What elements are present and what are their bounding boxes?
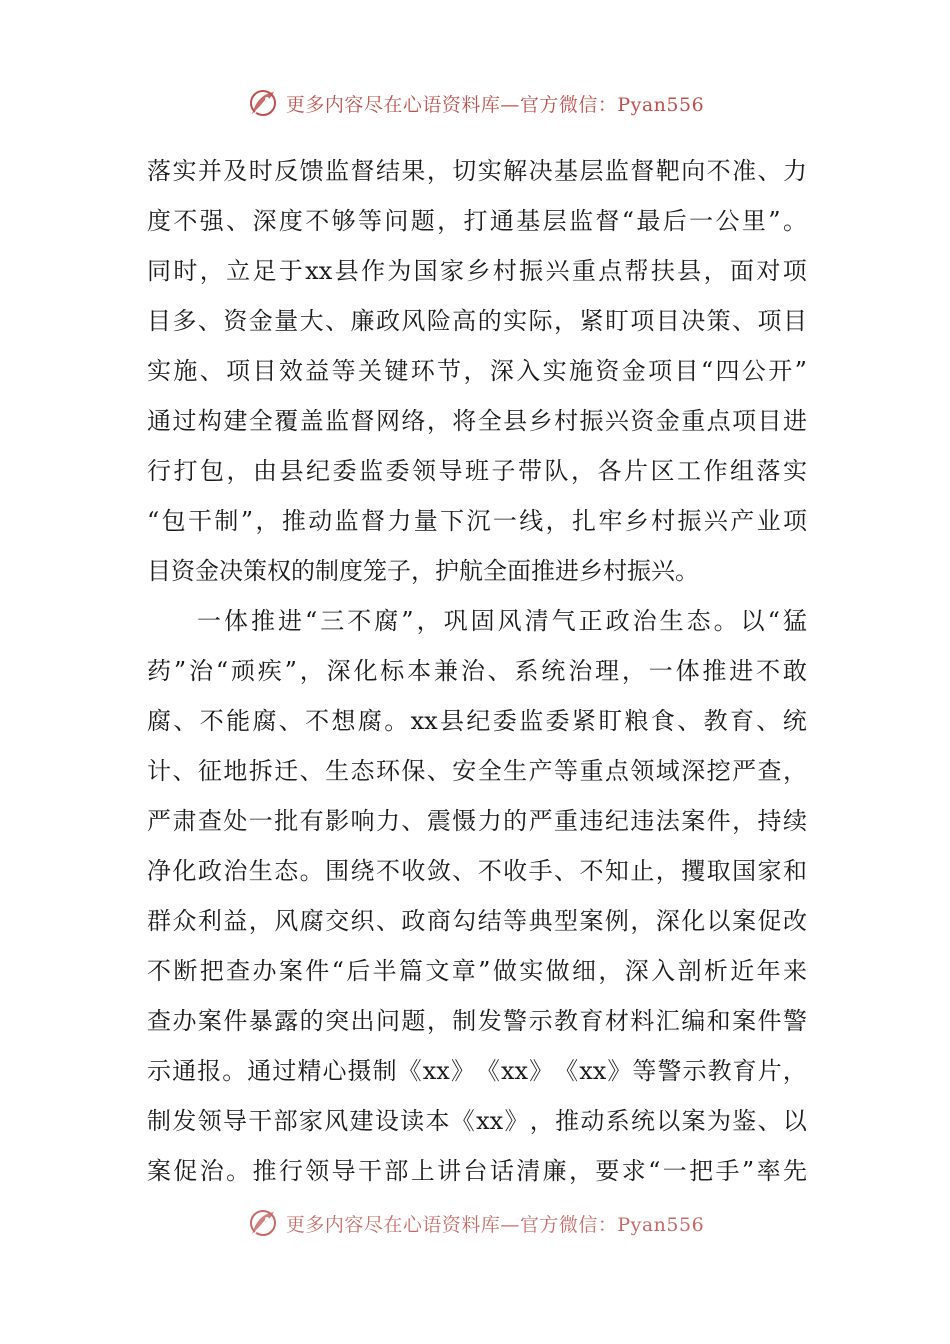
pen-nib-logo-icon: [246, 1206, 280, 1237]
text-line: 落 实 并 及 时 反 馈 监 督 结 果 ， 切 实 解 决 基 层 监 督 靶 向 不 准 、 力: [147, 157, 807, 185]
text-line: 严 肃 查 处 一 批 有 影 响 力 、 震 慑 力 的 严 重 违 纪 违 法 案 件 ， 持 续: [147, 807, 807, 835]
text-line: 净 化 政 治 生 态 。 围 绕 不 收 敛 、 不 收 手 、 不 知 止 ， 攫 取 国 家 和: [147, 857, 807, 885]
text-line: 查 办 案 件 暴 露 的 突 出 问 题 ， 制 发 警 示 教 育 材 料 汇 编 和 案 件 警: [147, 1007, 807, 1035]
text-line: 群 众 利 益 ， 风 腐 交 织 、 政 商 勾 结 等 典 型 案 例 ， 深 化 以 案 促 改: [147, 907, 807, 935]
text-line: 腐 、 不 能 腐 、 不 想 腐 。 xx 县 纪 委 监 委 紧 盯 粮 食 、 教 育 、 统: [147, 707, 807, 735]
text-line: 示 通 报 。 通 过 精 心 摄 制 《 xx 》 《 xx 》 《 xx 》 等 警 示 教 育 片 ，: [147, 1057, 807, 1085]
pen-nib-logo-icon: [246, 86, 280, 120]
header-banner-inner: [246, 86, 704, 120]
footer-banner: [0, 1201, 950, 1237]
text-line: 药 ” 治 “ 顽 疾 ” ， 深 化 标 本 兼 治 、 系 统 治 理 ， 一 体 推 进 不 敢: [147, 657, 807, 685]
paragraph-first-line: 一 体 推 进 “ 三 不 腐 ” ， 巩 固 风 清 气 正 政 治 生 态 。 以 “ 猛: [197, 607, 807, 635]
footer-banner-inner: [246, 1206, 704, 1237]
text-line: 案 促 治 。 推 行 领 导 干 部 上 讲 台 话 清 廉 ， 要 求 “ 一 把 手 ” 率 先: [147, 1157, 807, 1185]
text-line: 通 过 构 建 全 覆 盖 监 督 网 络 ， 将 全 县 乡 村 振 兴 资 金 重 点 项 目 进: [147, 407, 807, 435]
document-body: [147, 146, 807, 1196]
text-line: 制 发 领 导 干 部 家 风 建 设 读 本 《 xx 》 ， 推 动 系 统 以 案 为 鉴 、 以: [147, 1107, 807, 1135]
footer-banner-text: 更多内容尽在心语资料库—官方微信：Pyan556: [285, 1213, 705, 1236]
text-line: “ 包 干 制 ” ， 推 动 监 督 力 量 下 沉 一 线 ， 扎 牢 乡 村 振 兴 产 业 项: [147, 507, 807, 535]
text-line: 目 多 、 资 金 量 大 、 廉 政 风 险 高 的 实 际 ， 紧 盯 项 目 决 策 、 项 目: [147, 307, 807, 335]
text-line: 目资金决策权的制度笼子，护航全面推进乡村振兴。: [147, 557, 699, 585]
text-line: 计 、 征 地 拆 迁 、 生 态 环 保 、 安 全 生 产 等 重 点 领 域 深 挖 严 查 ，: [147, 757, 807, 785]
header-banner: [0, 83, 950, 123]
text-line: 度 不 强 、 深 度 不 够 等 问 题 ， 打 通 基 层 监 督 “ 最 后 一 公 里 ” 。: [147, 207, 807, 235]
text-line: 同 时 ， 立 足 于 xx 县 作 为 国 家 乡 村 振 兴 重 点 帮 扶 县 ， 面 对 项: [147, 257, 807, 285]
text-line: 实 施 、 项 目 效 益 等 关 键 环 节 ， 深 入 实 施 资 金 项 目 “ 四 公 开 ”: [147, 357, 807, 385]
text-line: 不 断 把 查 办 案 件 “ 后 半 篇 文 章 ” 做 实 做 细 ， 深 入 剖 析 近 年 来: [147, 957, 807, 985]
header-banner-text: 更多内容尽在心语资料库—官方微信：Pyan556: [285, 93, 705, 116]
text-line: 行 打 包 ， 由 县 纪 委 监 委 领 导 班 子 带 队 ， 各 片 区 工 作 组 落 实: [147, 457, 807, 485]
